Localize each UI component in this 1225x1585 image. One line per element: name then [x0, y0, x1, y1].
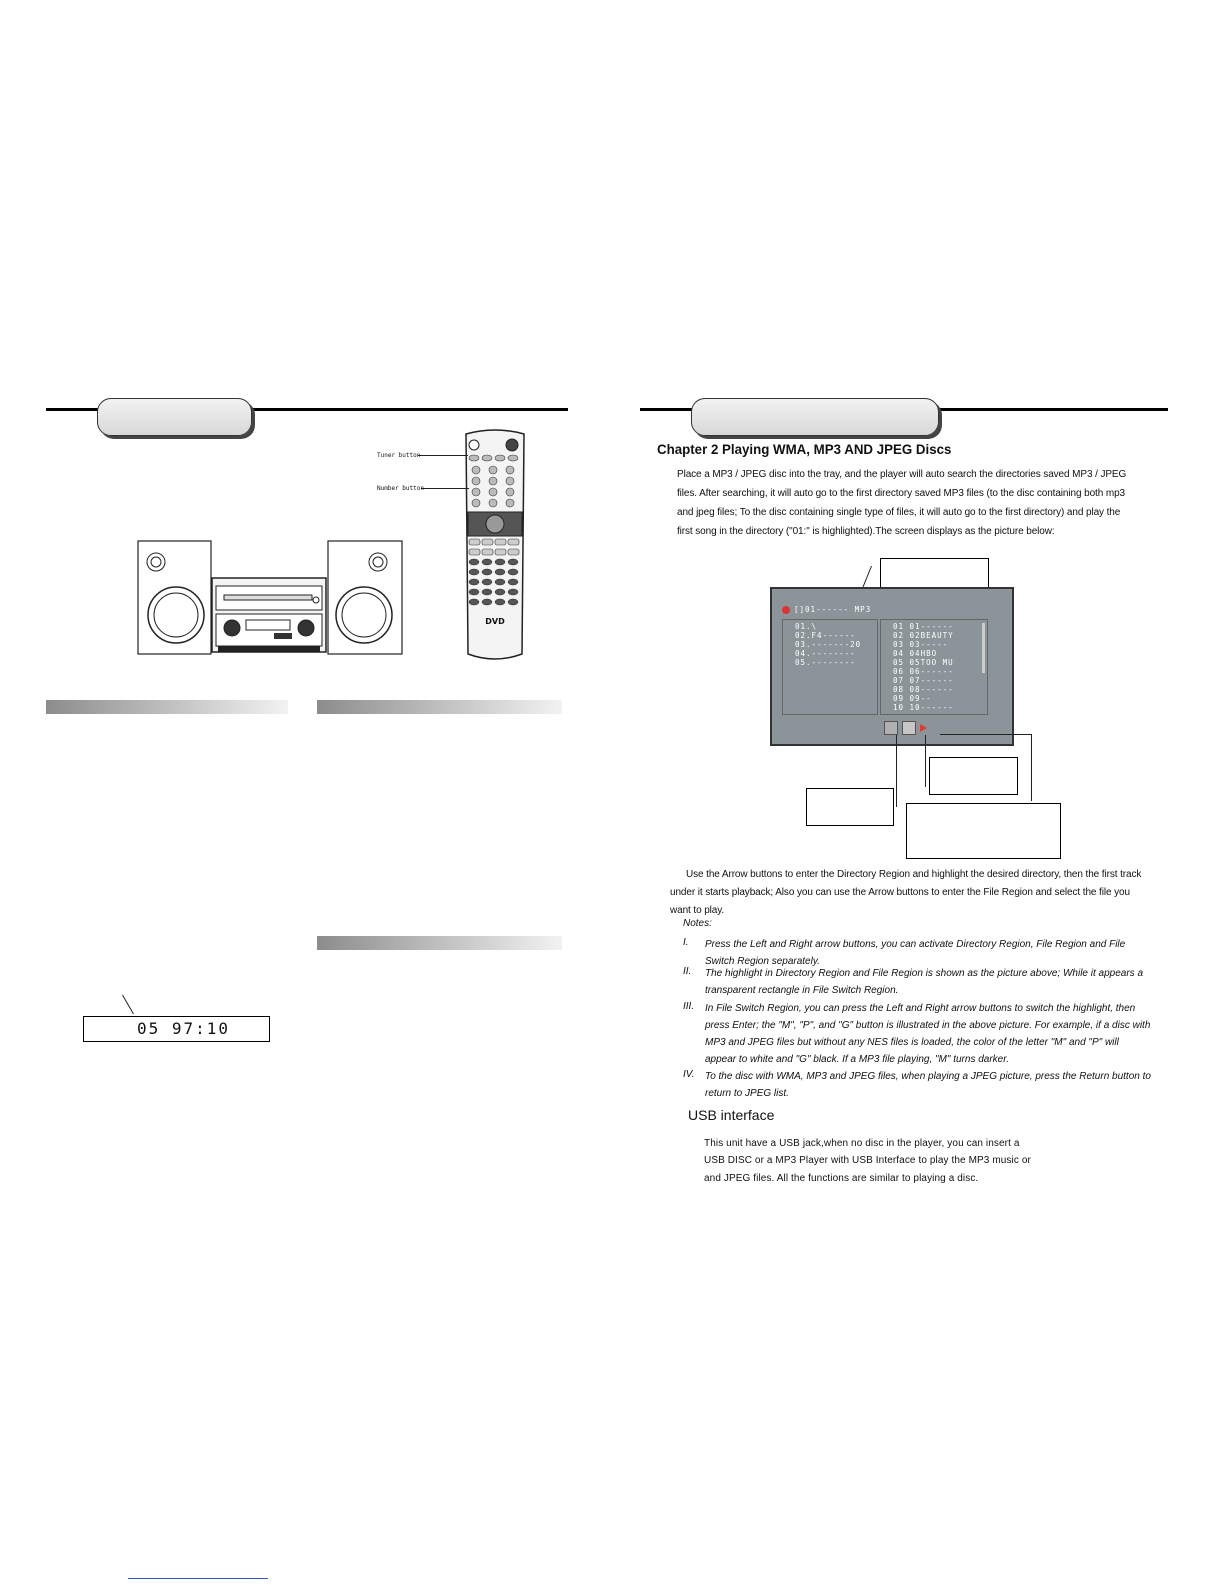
number-button-label: Number button — [377, 485, 424, 492]
note-line: return to JPEG list. — [705, 1088, 789, 1099]
directory-item[interactable]: 05.-------- — [795, 658, 856, 667]
file-item[interactable]: 03 03----- — [893, 640, 949, 649]
callout-line-picture — [925, 735, 926, 787]
callout-box-music — [806, 788, 894, 826]
file-item[interactable]: 09 09-- — [893, 694, 932, 703]
body-line-1: Use the Arrow buttons to enter the Directory Region and highlight the desired directory, then the first track — [686, 869, 1142, 880]
left-section-bar-2 — [317, 700, 562, 714]
note-line: Press the Left and Right arrow buttons, you can activate Directory Region, File Region and File — [705, 939, 1126, 950]
callout-line-music — [896, 735, 897, 807]
callout-box-picture — [929, 757, 1018, 795]
note-line: transparent rectangle in File Switch Region. — [705, 985, 899, 996]
play-icon — [920, 724, 927, 732]
note-text — [705, 965, 1143, 999]
body-line-3: want to play. — [670, 905, 725, 916]
file-item-highlighted[interactable]: 01 01------ — [893, 622, 954, 631]
file-item[interactable]: 10 10------ — [893, 703, 954, 712]
notes-label: Notes: — [683, 918, 712, 929]
directory-list — [783, 620, 877, 667]
note-line: In File Switch Region, you can press the Left and Right arrow buttons to switch the highlight, then — [705, 1003, 1136, 1014]
directory-item[interactable]: 03.-------20 — [795, 640, 862, 649]
tuner-button-label: Tuner button — [377, 452, 421, 459]
lcd-pointer-line — [122, 995, 134, 1015]
callout-line-play-v — [1031, 734, 1032, 801]
lcd-display-text: 05 97:10 — [137, 1019, 231, 1038]
file-scrollbar[interactable] — [982, 623, 985, 673]
file-switch-region — [884, 721, 927, 735]
number-callout-line — [421, 488, 469, 489]
usb-line: USB DISC or a MP3 Player with USB Interface to play the MP3 music or — [704, 1155, 1031, 1167]
bottom-link-underline — [128, 1578, 268, 1579]
note-line: appear to white and "G" black. If a MP3 file playing, "M" turns darker. — [705, 1054, 1009, 1065]
chapter-title: Chapter 2 Playing WMA, MP3 AND JPEG Discs — [657, 441, 952, 457]
callout-line-play-h — [940, 734, 1032, 735]
directory-region — [782, 619, 878, 715]
file-list — [881, 620, 987, 712]
disc-icon — [782, 606, 790, 614]
note-line: The highlight in Directory Region and File Region is shown as the picture above; While it appears a — [705, 968, 1144, 979]
tuner-callout-line — [418, 455, 468, 456]
directory-item[interactable]: 02.F4------ — [795, 631, 856, 640]
note-line: To the disc with WMA, MP3 and JPEG files, when playing a JPEG picture, press the Return button to — [705, 1071, 1151, 1082]
body-line-2: under it starts playback; Also you can use the Arrow buttons to enter the File Region and select the file you — [670, 887, 1130, 898]
usb-line: and JPEG files. All the functions are similar to playing a disc. — [704, 1172, 979, 1184]
usb-section-title: USB interface — [688, 1107, 775, 1123]
hifi-system-illustration — [136, 538, 408, 658]
left-section-bar-3 — [317, 936, 562, 950]
osd-screen — [770, 587, 1014, 746]
left-header-tab — [97, 398, 252, 436]
directory-item[interactable]: 01.\ — [795, 622, 818, 631]
file-item[interactable]: 06 06------ — [893, 667, 954, 676]
note-text — [705, 1068, 1151, 1102]
lcd-display — [83, 1016, 270, 1042]
picture-switch-icon[interactable] — [902, 721, 916, 735]
note-number: IV. — [683, 1069, 695, 1080]
note-number: III. — [683, 1001, 695, 1012]
note-line: press Enter; the "M", "P", and "G" button is illustrated in the above picture. For example, if a disc with — [705, 1020, 1151, 1031]
intro-line-3: and jpeg files; To the disc containing single type of files, it will auto go to the first directory) and play the — [677, 507, 1121, 518]
usb-section-text — [704, 1135, 1031, 1187]
music-switch-icon[interactable] — [884, 721, 898, 735]
file-item[interactable]: 07 07------ — [893, 676, 954, 685]
remote-brand-logo: DVD — [485, 617, 505, 626]
screen-path-row — [782, 605, 871, 614]
directory-item[interactable]: 04.-------- — [795, 649, 856, 658]
screen-path: []01------ MP3 — [794, 605, 872, 614]
remote-control-illustration — [460, 428, 530, 664]
intro-line-4: first song in the directory ("01:" is highlighted).The screen displays as the picture below: — [677, 526, 1055, 537]
note-number: II. — [683, 966, 692, 977]
usb-line: This unit have a USB jack,when no disc in the player, you can insert a — [704, 1138, 1020, 1149]
intro-line-2: files. After searching, it will auto go to the first directory saved MP3 files (to the disc containing both mp3 — [677, 488, 1126, 499]
note-line: MP3 and JPEG files but without any NES files is loaded, the color of the letter "M" and "P" will — [705, 1037, 1119, 1048]
left-section-bar-1 — [46, 700, 288, 714]
right-header-tab — [691, 398, 939, 436]
file-item[interactable]: 05 05TOO MU — [893, 658, 954, 667]
file-item[interactable]: 08 08------ — [893, 685, 954, 694]
file-region — [880, 619, 988, 715]
callout-box-play — [906, 803, 1061, 859]
note-line: Switch Region separately. — [705, 956, 820, 967]
note-number: I. — [683, 937, 689, 948]
intro-line-1: Place a MP3 / JPEG disc into the tray, and the player will auto search the directories saved MP3 / JPEG — [677, 469, 1127, 480]
file-item[interactable]: 02 02BEAUTY — [893, 631, 954, 640]
note-text — [705, 1000, 1150, 1068]
file-item[interactable]: 04 04HBO — [893, 649, 938, 658]
